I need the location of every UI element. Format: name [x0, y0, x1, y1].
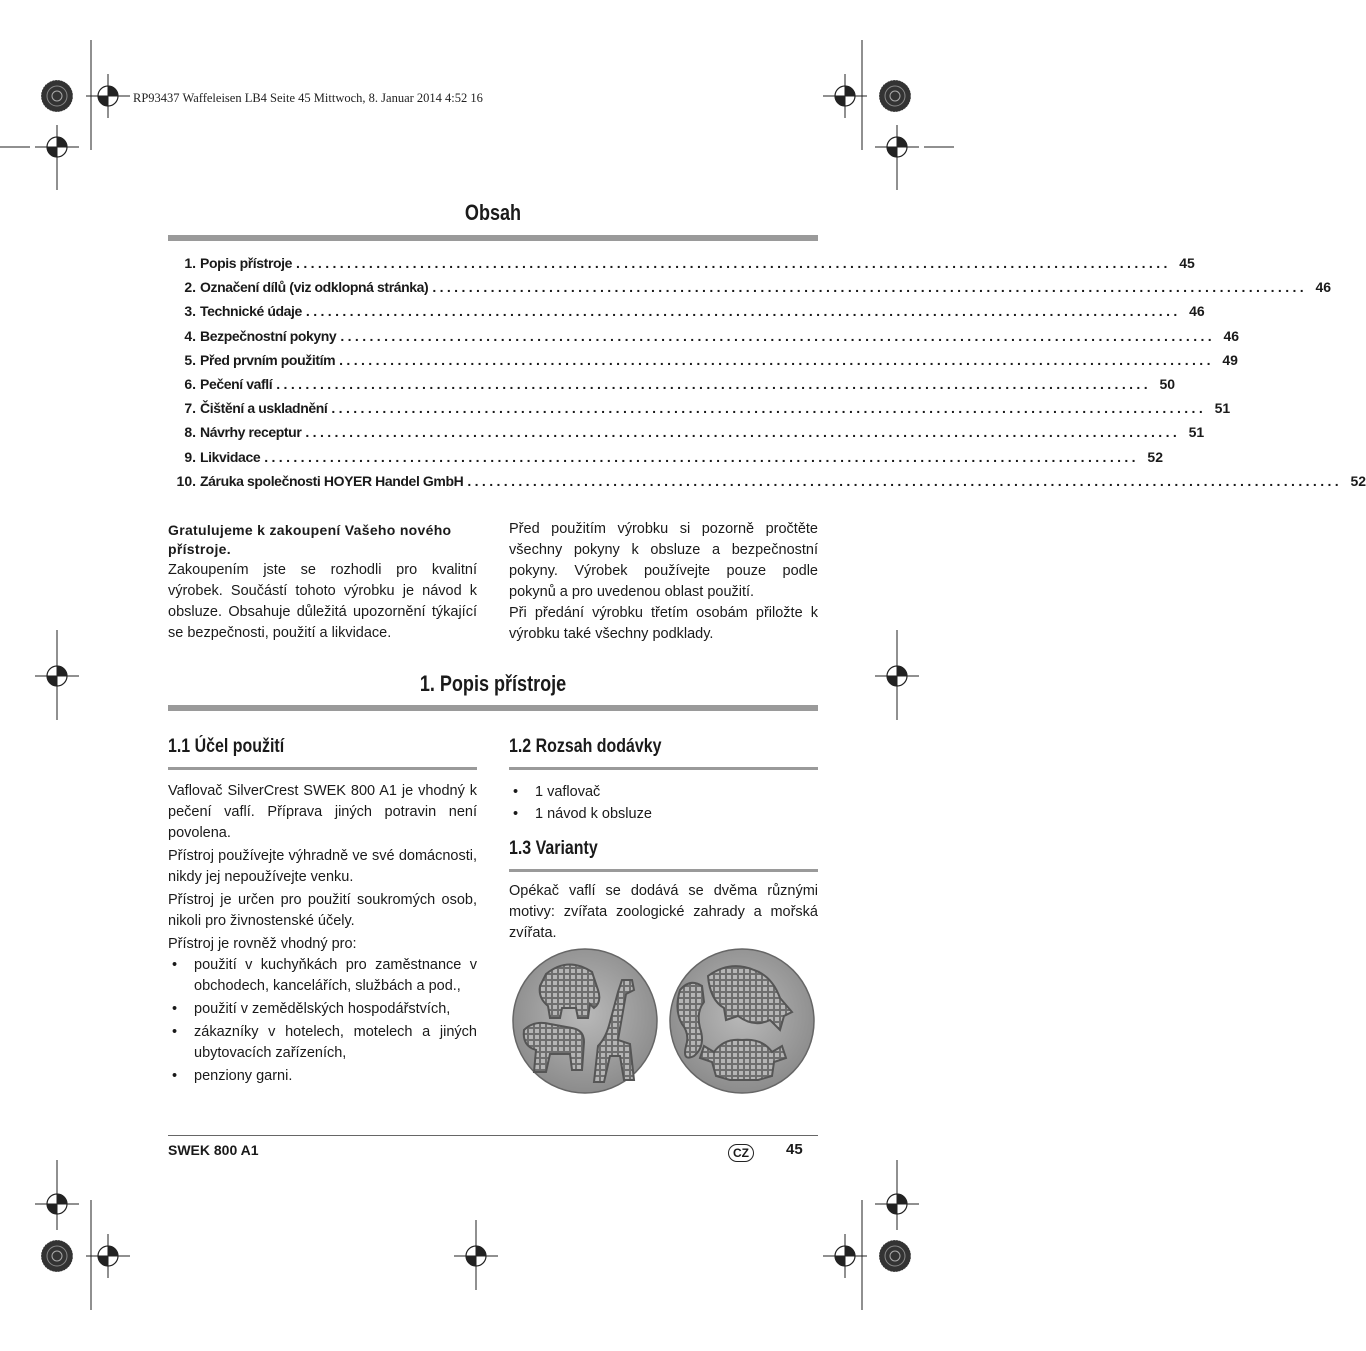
toc-leader-dots: ........................................................................................................................ — [432, 279, 1308, 296]
intro-left-column — [168, 521, 477, 644]
page-number: 45 — [786, 1141, 803, 1158]
toc-leader-dots: ........................................................................................................................ — [467, 472, 1343, 489]
toc-leader-dots: ........................................................................................................................ — [331, 400, 1207, 417]
toc-leader-dots: ........................................................................................................................ — [276, 376, 1152, 392]
country-badge: CZ — [728, 1144, 754, 1162]
toc-leader-dots: ........................................................................................................................ — [340, 327, 1216, 344]
toc-entry-title: Záruka společnosti HOYER Handel GmbH — [200, 472, 464, 489]
section-1-1-title: 1.1 Účel použití — [168, 736, 285, 757]
toc-entry-page: 52 — [1147, 448, 1163, 465]
list-item: • použití v kuchyňkách pro zaměstnance v obchodech, kancelářích, službách a pod., — [172, 957, 477, 994]
section-1-3-title: 1.3 Varianty — [509, 838, 598, 859]
toc-leader-dots: ........................................................................................................................ — [264, 448, 1139, 465]
section-1-3-rule — [509, 869, 818, 872]
intro-heading: Gratulujeme k zakoupení Vašeho nového přístroje. — [168, 522, 452, 557]
bullet-icon: • — [172, 1068, 178, 1084]
usage-para-2: Přístroj používejte výhradně ve své domácnosti, nikdy jej nepoužívejte venku. — [168, 848, 477, 885]
toc-entry-number: 3. — [184, 303, 196, 320]
list-item: • 1 vaflovač — [509, 782, 818, 803]
toc-entry-title: Bezpečnostní pokyny — [200, 327, 337, 344]
list-item: • použití v zemědělských hospodářstvích, — [168, 999, 477, 1020]
section-1-1-rule — [168, 767, 477, 770]
toc-entry-page: 51 — [1214, 400, 1231, 417]
toc-entry-page: 46 — [1189, 303, 1205, 320]
toc-entry[interactable] — [168, 351, 1238, 374]
waffle-plates-illustration — [510, 950, 818, 1096]
intro-right-para-1: Před použitím výrobku si pozorně pročtěte všechny pokyny k obsluze a bezpečnostní pokyny. Výrobek používejte pouze podle pokynů a pro uvedenou oblast použití. — [509, 521, 818, 600]
toc-title-rule — [168, 235, 818, 241]
toc-entry[interactable] — [168, 424, 1205, 446]
sea-animals-plate-icon — [670, 949, 814, 1093]
toc-entry-number: 4. — [184, 327, 196, 344]
toc-entry-title: Označení dílů (viz odklopná stránka) — [200, 279, 429, 296]
toc-entry-title: Návrhy receptur — [200, 424, 302, 441]
toc-entry-page: 46 — [1315, 279, 1332, 296]
toc-entry[interactable] — [168, 327, 1240, 350]
toc-entry-page: 49 — [1222, 351, 1238, 368]
toc-entry-page: 51 — [1188, 424, 1205, 441]
toc-entry-number: 5. — [184, 351, 196, 368]
bullet-icon: • — [513, 806, 519, 822]
toc-entry-number: 1. — [184, 255, 196, 271]
toc-title: Obsah — [464, 200, 522, 225]
bullet-icon: • — [172, 957, 178, 973]
print-header: RP93437 Waffeleisen LB4 Seite 45 Mittwoch, 8. Januar 2014 4:52 16 — [133, 91, 483, 105]
toc-entry[interactable] — [168, 472, 1366, 495]
intro-left-text: Zakoupením jste se rozhodli pro kvalitní výrobek. Součástí tohoto výrobku je návod k obsluze. Obsahuje důležitá upozornění týkající se bezpečnosti, použití a likvidace. — [168, 562, 477, 641]
section-1-rule — [168, 705, 818, 711]
toc-entry-page: 46 — [1223, 327, 1240, 344]
toc-entry-number: 7. — [184, 400, 196, 417]
toc-entry-title: Před prvním použitím — [200, 351, 336, 368]
bullet-icon: • — [513, 784, 519, 800]
toc-entry[interactable] — [168, 448, 1163, 471]
toc-entry-title: Čištění a uskladnění — [200, 400, 328, 417]
bullet-icon: • — [172, 1024, 178, 1040]
toc-entry-number: 10. — [176, 472, 196, 489]
toc-entry-title: Popis přístroje — [200, 255, 293, 271]
toc-entry-page: 50 — [1159, 376, 1176, 392]
section-1-2-title: 1.2 Rozsah dodávky — [509, 736, 662, 757]
delivery-list — [509, 782, 818, 825]
section-1-2-rule — [509, 767, 818, 770]
toc-leader-dots: ........................................................................................................................ — [305, 303, 1181, 320]
toc-entry-title: Pečení vaflí — [200, 376, 273, 392]
intro-right-column — [509, 519, 818, 645]
footer-rule — [168, 1135, 818, 1136]
toc-entry-number: 8. — [184, 424, 196, 441]
usage-bullet-list — [168, 955, 477, 1087]
usage-para-3: Přístroj je určen pro použití soukromých osob, nikoli pro živnostenské účely. — [168, 892, 477, 929]
section-1-title: 1. Popis přístroje — [419, 671, 567, 696]
toc-entry-number: 2. — [184, 279, 196, 296]
section-1-1-body — [168, 781, 477, 1087]
toc-entry[interactable] — [168, 400, 1231, 422]
list-item: • 1 návod k obsluze — [509, 804, 818, 825]
toc-entry[interactable] — [168, 255, 1195, 277]
toc-entry[interactable] — [168, 303, 1205, 325]
list-item: • penziony garni. — [168, 1066, 477, 1087]
toc-entry-number: 9. — [184, 448, 196, 465]
bullet-icon: • — [172, 1001, 178, 1017]
toc-entry[interactable] — [168, 376, 1176, 398]
toc-leader-dots: ........................................................................................................................ — [339, 351, 1214, 368]
section-1-2-body — [509, 782, 818, 825]
usage-para-1: Vaflovač SilverCrest SWEK 800 A1 je vhodný k pečení vaflí. Příprava jiných potravin není povolena. — [168, 783, 477, 841]
list-item: • zákazníky v hotelech, motelech a jiných ubytovacích zařízeních, — [172, 1024, 477, 1061]
toc-entry-title: Likvidace — [200, 448, 261, 465]
zoo-animals-plate-icon — [513, 949, 657, 1093]
section-1-3-text: Opékač vaflí se dodává se dvěma různými motivy: zvířata zoologické zahrady a mořská zvířata. — [509, 883, 818, 941]
usage-para-4: Přístroj je rovněž vhodný pro: — [168, 936, 357, 952]
intro-right-para-2: Při předání výrobku třetím osobám přiložte k výrobku také všechny podklady. — [509, 605, 818, 642]
toc-entry-title: Technické údaje — [200, 303, 302, 320]
footer-model: SWEK 800 A1 — [168, 1142, 259, 1158]
toc-entry-page: 52 — [1350, 472, 1366, 489]
toc-entry-page: 45 — [1179, 255, 1195, 271]
toc-entry[interactable] — [168, 279, 1332, 301]
toc-leader-dots: ........................................................................................................................ — [296, 255, 1171, 271]
toc-entry-number: 6. — [184, 376, 196, 392]
toc-leader-dots: ........................................................................................................................ — [305, 424, 1181, 441]
